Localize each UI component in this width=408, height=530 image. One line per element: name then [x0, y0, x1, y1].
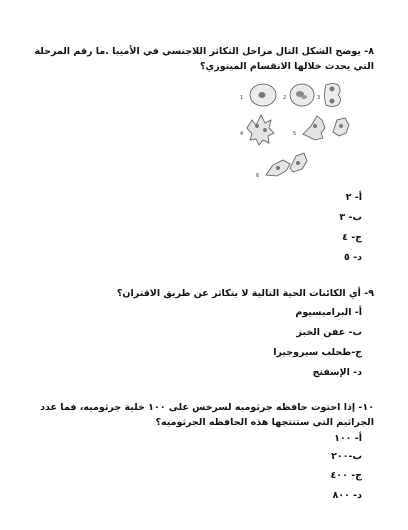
stage-3-label: 3 — [317, 95, 321, 101]
amoeba-stages-figure — [230, 80, 380, 190]
stage-3-cell — [317, 84, 341, 107]
stage-1-label: 1 — [240, 95, 244, 101]
q10-option-a[interactable]: أ- ١٠٠ — [334, 433, 362, 444]
stage-5-label: 5 — [293, 131, 297, 137]
q9-option-a[interactable]: أ- البراميسيوم — [295, 307, 362, 318]
q9-option-d[interactable]: د- الإسفنج — [312, 367, 362, 378]
question-10-text: ١٠- إذا احتوت حافظه جرثوميه لسرخس على ١٠٠ خلية جرثوميه، فما عدد الجراثيم التي ستنتجها هذه الحافظه الجرثوميه؟ — [40, 402, 374, 428]
q8-option-c[interactable]: ج- ٤ — [342, 232, 362, 243]
stage-2-label: 2 — [283, 95, 287, 101]
q9-option-b[interactable]: ب- عفن الخبز — [296, 327, 362, 338]
q10-option-c[interactable]: ج- ٤٠٠ — [330, 470, 362, 481]
stage-6-label: 6 — [256, 173, 260, 179]
q8-option-b[interactable]: ب- ٣ — [339, 212, 362, 223]
question-8-text: ٨- يوضح الشكل التال مراحل التكاثر اللاجنسي في الأميبا .ما رقم المرحلة التي يحدث خلالها الانقسام الميتوزي؟ — [34, 46, 374, 72]
stage-4-cell — [240, 115, 274, 145]
q9-option-c[interactable]: ج-طحلب سيروجيرا — [273, 347, 362, 358]
stage-4-label: 4 — [240, 131, 244, 137]
q8-option-a[interactable]: أ- ٢ — [345, 192, 362, 203]
q10-option-b[interactable]: ب-٢٠٠ — [331, 451, 362, 462]
stage-1-cell — [240, 84, 276, 106]
q10-option-d[interactable]: د- ٨٠٠ — [332, 490, 362, 501]
q8-option-d[interactable]: د- ٥ — [344, 252, 362, 263]
stage-5-cell — [293, 116, 349, 140]
question-9-text: ٩- أي الكائنات الحية التالية لا يتكاثر عن طريق الاقتران؟ — [116, 288, 374, 299]
stage-2-cell — [283, 84, 314, 106]
stage-6-cell — [256, 153, 307, 179]
